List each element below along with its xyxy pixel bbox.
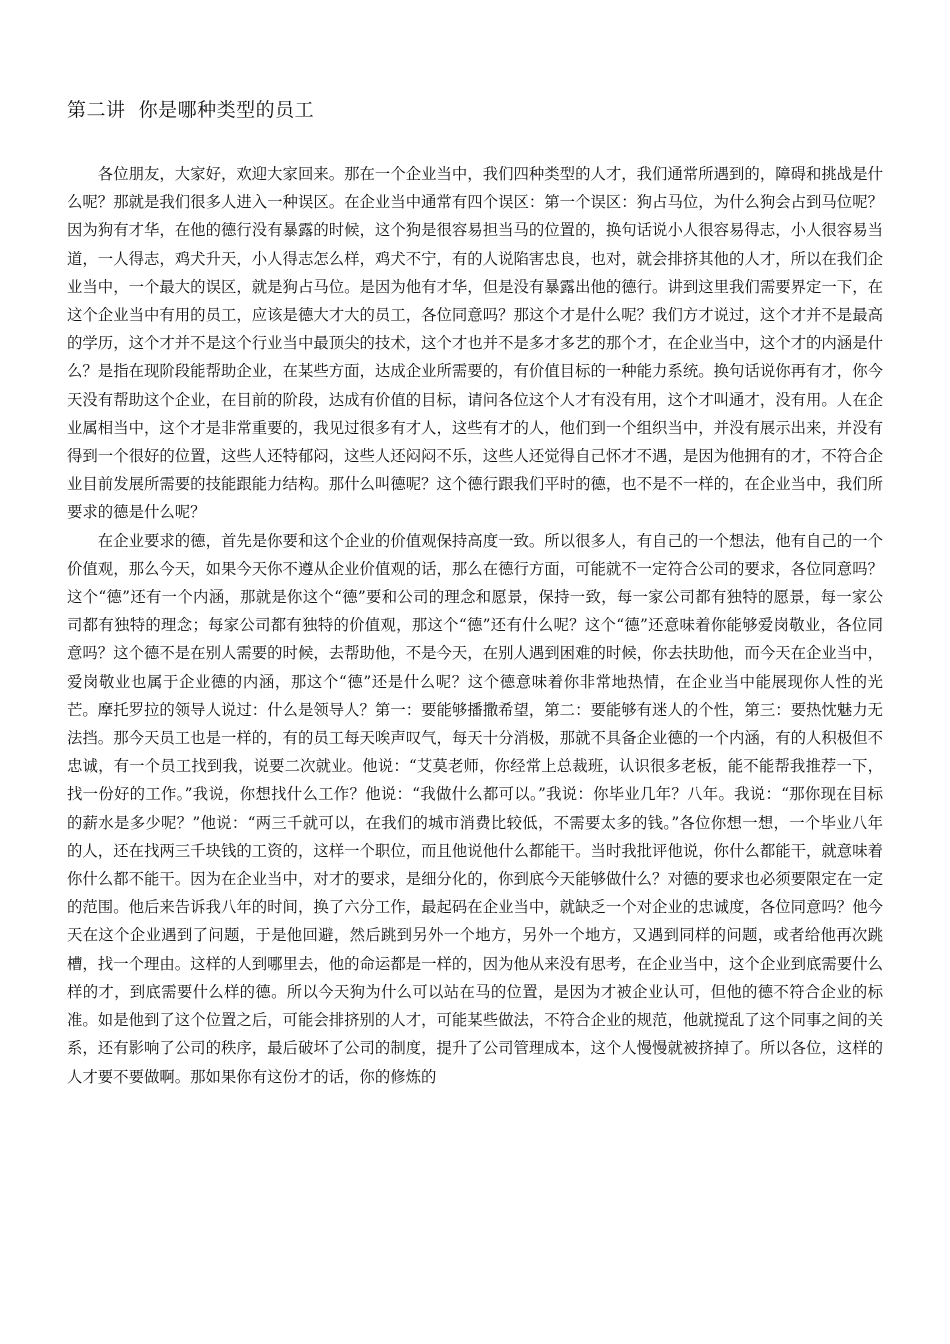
lecture-title: 第二讲 你是哪种类型的员工 (67, 99, 315, 121)
paragraph-1: 各位朋友，大家好，欢迎大家回来。那在一个企业当中，我们四种类型的人才，我们通常所遇到的，障碍和挑战是什么呢？那就是我们很多人进入一种误区。在企业当中通常有四个误区：第一个误区：狗占马位，为什么狗会占到马位呢？因为狗有才华，在他的德行没有暴露的时候，这个狗是很容易担当马的位置的，换句话说小人很容易得志，小人很容易当道，一人得志，鸡犬升天，小人得志怎么样，鸡犬不宁，有的人说陷害忠良，也对，就会排挤其他的人才，所以在我们企业当中，一个最大的误区，就是狗占马位。是因为他有才华，但是没有暴露出他的德行。讲到这里我们需要界定一下，在这个企业当中有用的员工，应该是德大才大的员工，各位同意吗？那这个才是什么呢？我们方才说过，这个才并不是最高的学历，这个才并不是这个行业当中最顶尖的技术，这个才也并不是多才多艺的那个才，在企业当中，这个才的内涵是什么？是指在现阶段能帮助企业，在某些方面，达成企业所需要的，有价值目标的一种能力系统。换句话说你再有才，你今天没有帮助这个企业，在目前的阶段，达成有价值的目标，请问各位这个人才有没有用，这个才叫通才，没有用。人在企业属相当中，这个才是非常重要的，我见过很多有才人，这些有才的人，他们到一个组织当中，并没有展示出来，并没有得到一个很好的位置，这些人还特郁闷，这些人还闷闷不乐，这些人还觉得自己怀才不遇，是因为他拥有的才，不符合企业目前发展所需要的技能跟能力结构。那什么叫德呢？这个德行跟我们平时的德，也不是不一样的，在企业当中，我们所要求的德是什么呢？ (67, 165, 883, 522)
paragraph-2: 在企业要求的德，首先是你要和这个企业的价值观保持高度一致。所以很多人，有自己的一个想法，他有自己的一个价值观，那么今天，如果今天你不遵从企业价值观的话，那么在德行方面，可能就不一定符合公司的要求，各位同意吗？这个“德”还有一个内涵，那就是你这个“德”要和公司的理念和愿景，保持一致，每一家公司都有独特的愿景，每一家公司都有独特的理念；每家公司都有独特的价值观，那这个“德”还有什么呢？这个“德”还意味着你能够爱岗敬业，各位同意吗？这个德不是在别人需要的时候，去帮助他，不是今天，在别人遇到困难的时候，你去扶助他，而今天在企业当中，爱岗敬业也属于企业德的内涵，那这个“德”还是什么呢？这个德意味着你非常地热情，在企业当中能展现你人性的光芒。摩托罗拉的领导人说过：什么是领导人？第一：要能够播撒希望，第二：要能够有迷人的个性，第三：要热忱魅力无法挡。那今天员工也是一样的，有的员工每天唉声叹气，每天十分消极，那就不具备企业德的一个内涵，有的人积极但不忠诚，有一个员工找到我，说要二次就业。他说：“艾莫老师，你经常上总裁班，认识很多老板，能不能帮我推荐一下，找一份好的工作。”我说，你想找什么工作？他说：“我做什么都可以。”我说：你毕业几年？八年。我说：“那你现在目标的薪水是多少呢？”他说：“两三千就可以，在我们的城市消费比较低，不需要太多的钱。”各位你想一想，一个毕业八年的人，还在找两三千块钱的工资的，这样一个职位，而且他说他什么都能干。当时我批评他说，你什么都能干，就意味着你什么都不能干。因为在企业当中，对才的要求，是细分化的，你到底今天能够做什么？对德的要求也必须要限定在一定的范围。他后来告诉我八年的时间，换了六分工作，最起码在企业当中，就缺乏一个对企业的忠诚度，各位同意吗？他今天在这个企业遇到了问题，于是他回避，然后跳到另外一个地方，另外一个地方，又遇到同样的问题，或者给他再次跳槽，找一个理由。这样的人到哪里去，他的命运都是一样的，因为他从来没有思考，在企业当中，这个企业到底需要什么样的才，到底需要什么样的德。所以今天狗为什么可以站在马的位置，是因为才被企业认可，但他的德不符合企业的标准。如是他到了这个位置之后，可能会排挤别的人才，可能某些做法，不符合企业的规范，他就搅乱了这个同事之间的关系，还有影响了公司的秩序，最后破坏了公司的制度，提升了公司管理成本，这个人慢慢就被挤掉了。所以各位，这样的人才要不要做啊。那如果你有这份才的话，你的修炼的 (67, 531, 883, 1086)
document-body (67, 160, 883, 1091)
